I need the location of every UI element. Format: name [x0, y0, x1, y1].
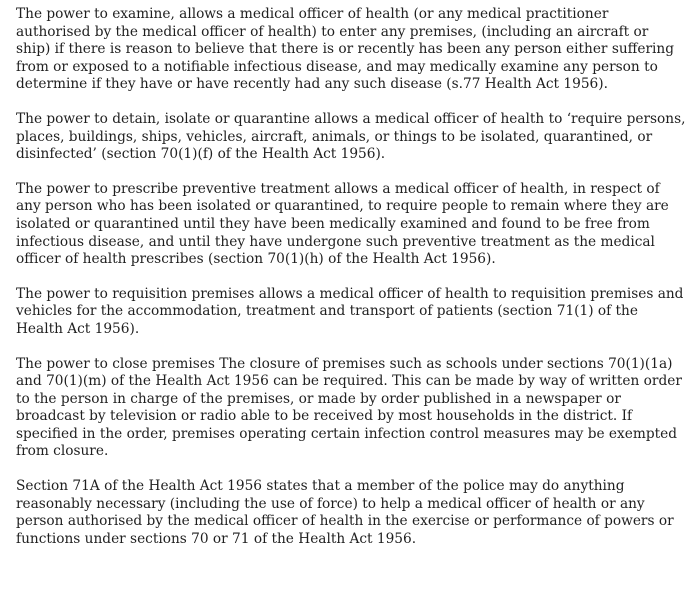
document-body — [16, 6, 686, 548]
paragraph-police-assistance: Section 71A of the Health Act 1956 states that a member of the police may do anything reasonably necessary (including the use of force) to help a medical officer of health or any person authorised by the medical officer of health in the exercise or performance of powers or functions under sections 70 or 71 of the Health Act 1956. — [16, 478, 674, 547]
paragraph-requisition-premises: The power to requisition premises allows a medical officer of health to requisition premises and vehicles for the accommodation, treatment and transport of patients (section 71(1) of the Health Act 1956). — [16, 285, 684, 337]
paragraph-power-to-examine: The power to examine, allows a medical officer of health (or any medical practitioner authorised by the medical officer of health) to enter any premises, (including an aircraft or ship) if there is reason to believe that there is or recently has been any person either suffering from or exposed to a notifiable infectious disease, and may medically examine any person to determine if they have or have recently had any such disease (s.77 Health Act 1956). — [16, 6, 674, 93]
paragraph-close-premises: The power to close premises The closure of premises such as schools under sections 70(1)(1a) and 70(1)(m) of the Health Act 1956 can be required. This can be made by way of written order to the person in charge of the premises, or made by order published in a newspaper or broadcast by television or radio able to be received by most households in the district. If specified in the order, premises operating certain infection control measures may be exempted from closure. — [16, 355, 682, 460]
paragraph-power-to-detain: The power to detain, isolate or quarantine allows a medical officer of health to ‘require persons, places, buildings, ships, vehicles, aircraft, animals, or things to be isolated, quarantined, or disinfected’ (section 70(1)(f) of the Health Act 1956). — [16, 110, 686, 163]
paragraph-preventive-treatment: The power to prescribe preventive treatment allows a medical officer of health, in respect of any person who has been isolated or quarantined, to require people to remain where they are isolated or quarantined until they have been medically examined and found to be free from infectious disease, and until they have undergone such preventive treatment as the medical officer of health prescribes (section 70(1)(h) of the Health Act 1956). — [16, 180, 669, 268]
